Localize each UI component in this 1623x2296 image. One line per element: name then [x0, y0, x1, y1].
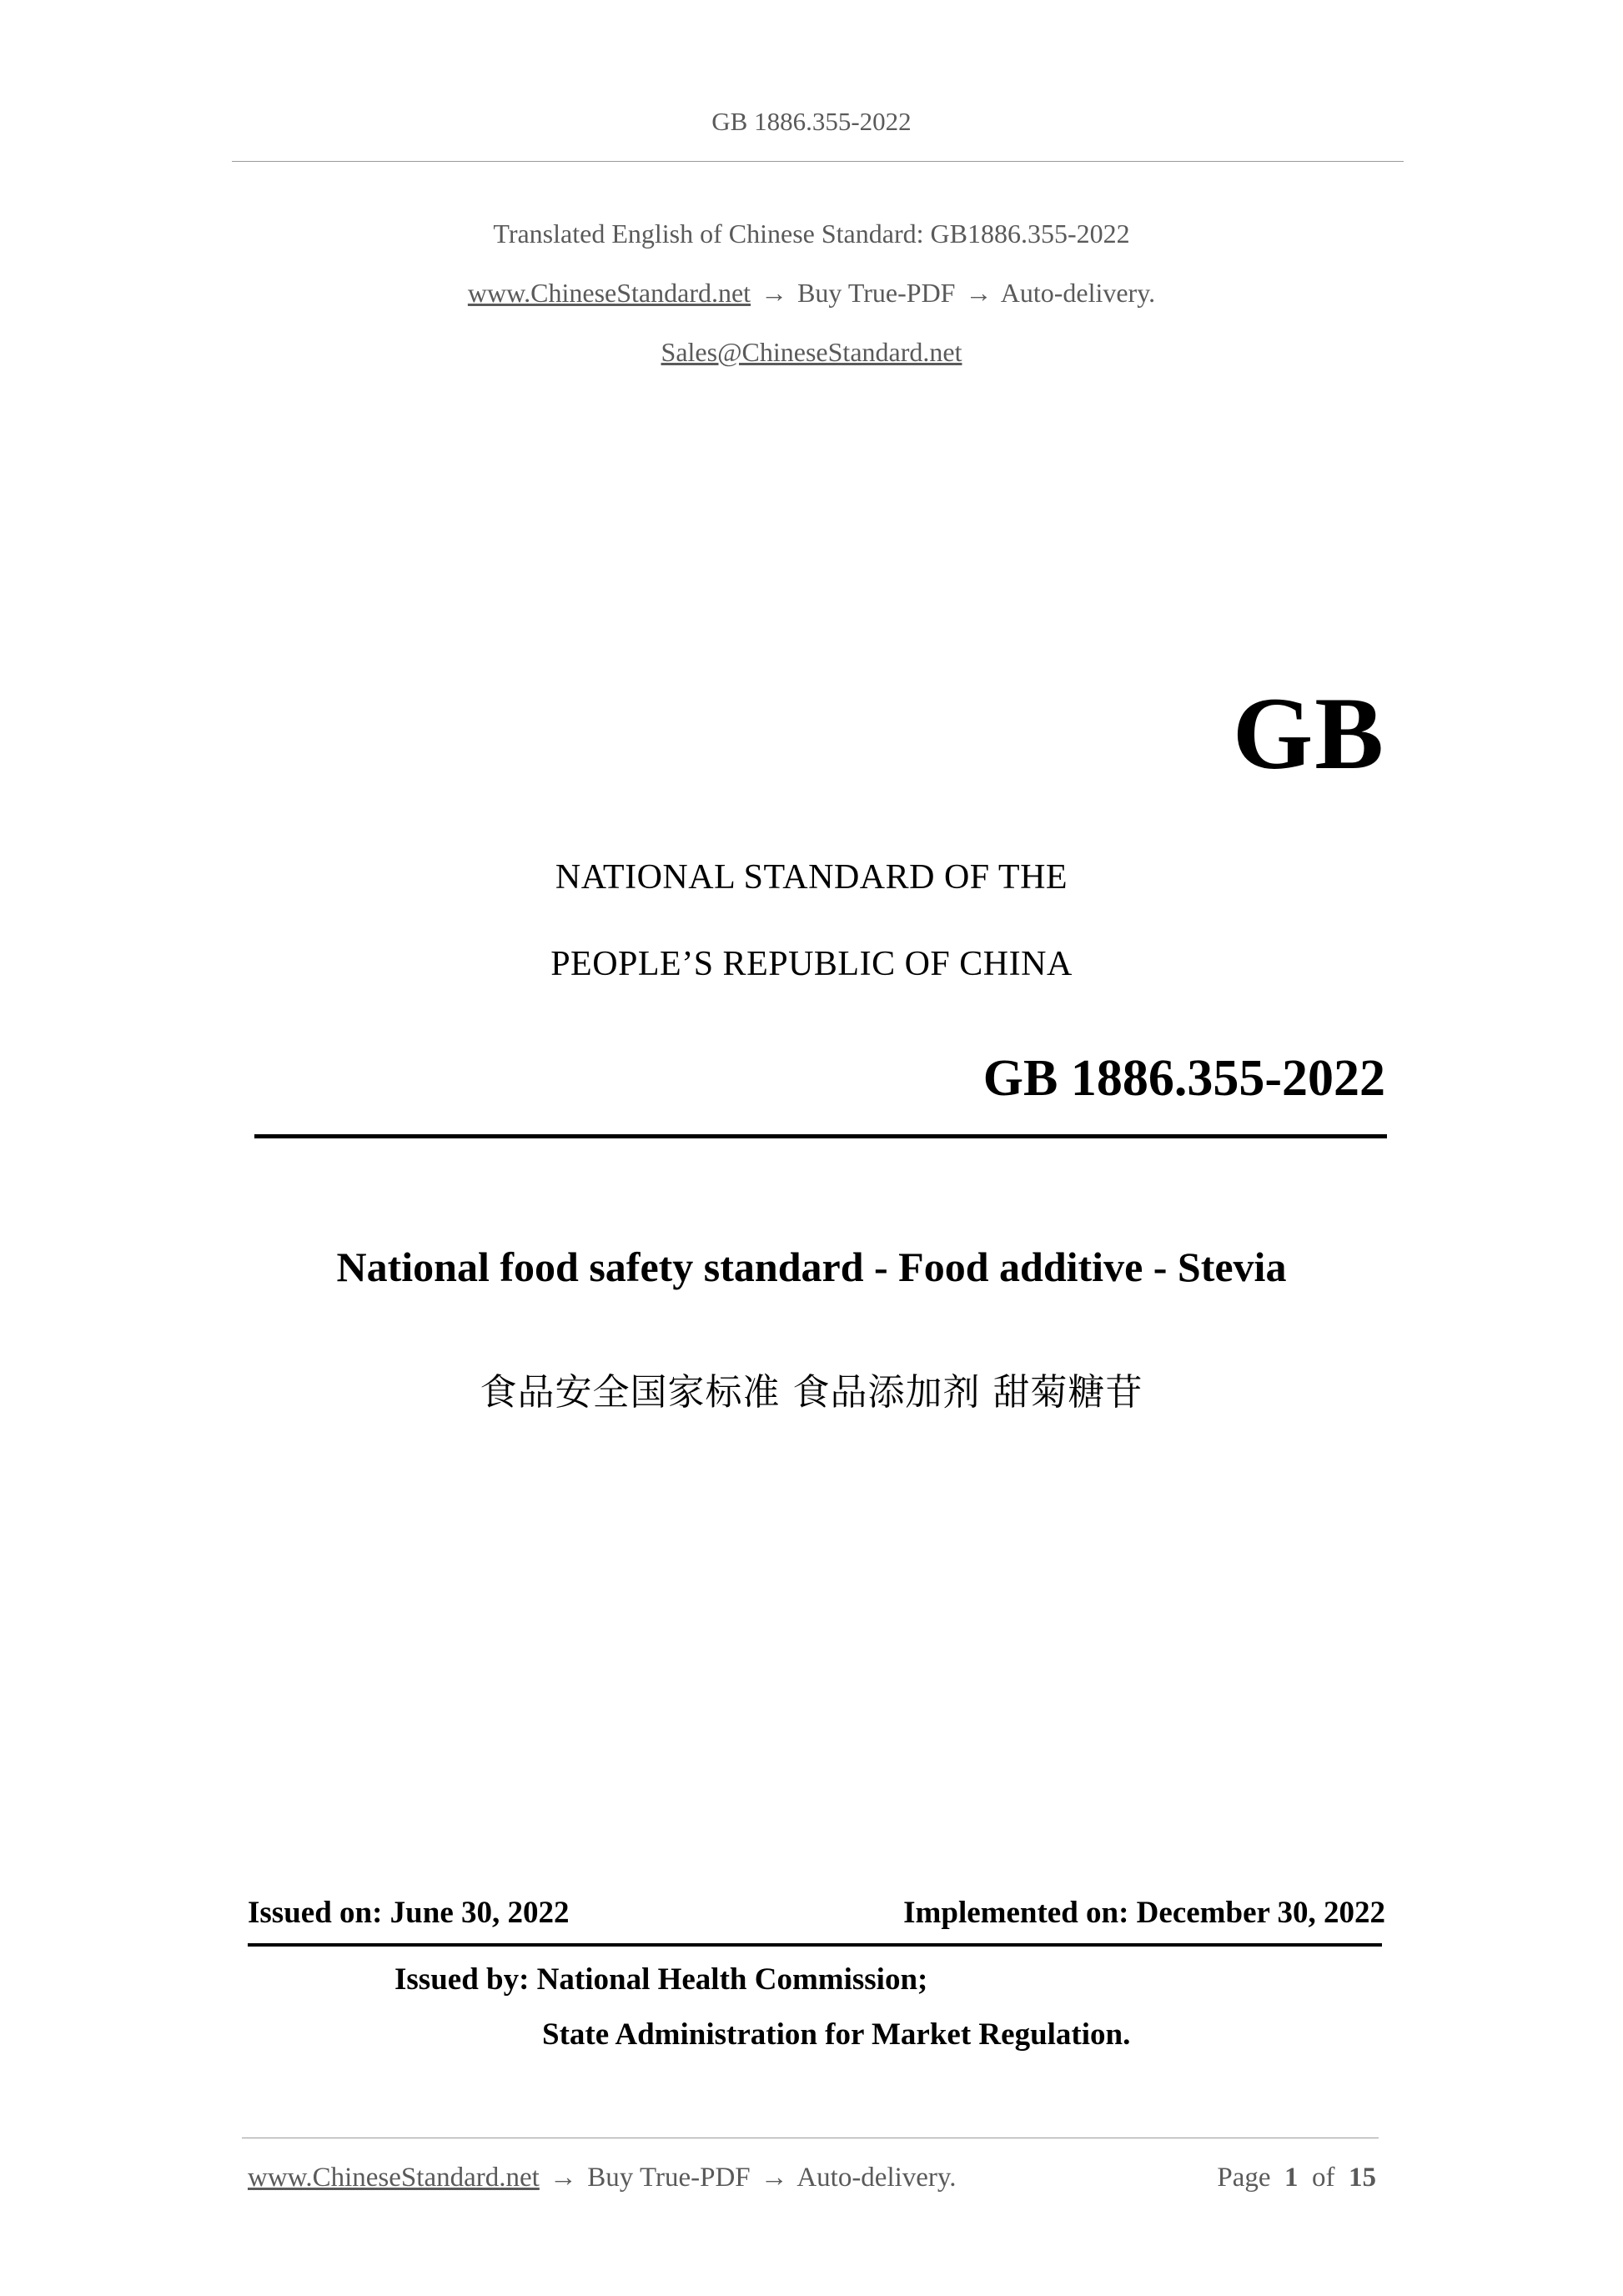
arrow-right-icon: → [965, 278, 992, 308]
buy-true-pdf-text: Buy True-PDF [797, 278, 956, 308]
issued-by-line-1: Issued by: National Health Commission; [394, 1962, 928, 1997]
sales-email-link[interactable]: Sales@ChineseStandard.net [661, 337, 962, 367]
arrow-right-icon: → [550, 2163, 578, 2193]
national-standard-line-2: PEOPLE’S REPUBLIC OF CHINA [550, 945, 1073, 983]
footer-purchase-line [248, 2163, 957, 2193]
arrow-right-icon: → [760, 2163, 788, 2193]
standard-number: GB 1886.355-2022 [982, 1050, 1385, 1107]
english-title: National food safety standard - Food additive - Stevia [336, 1243, 1287, 1290]
issued-by-line-2: State Administration for Market Regulation. [542, 2017, 1131, 2052]
email-line [0, 337, 1623, 368]
footer-site-link[interactable]: www.ChineseStandard.net [248, 2163, 540, 2193]
national-standard-line-1: NATIONAL STANDARD OF THE [555, 858, 1068, 897]
page-current: 1 [1284, 2163, 1299, 2193]
title-divider [254, 1134, 1387, 1138]
translation-notice: Translated English of Chinese Standard: GB1886.355-2022 [493, 219, 1130, 249]
chinese-title: 食品安全国家标准 食品添加剂 甜菊糖苷 [480, 1371, 1143, 1414]
issued-on-date: Issued on: June 30, 2022 [248, 1896, 570, 1930]
running-header: GB 1886.355-2022 [711, 107, 912, 136]
arrow-right-icon: → [761, 278, 788, 308]
page-word: Page [1217, 2163, 1271, 2193]
page-indicator [1217, 2163, 1376, 2193]
auto-delivery-text: Auto-delivery. [1000, 278, 1156, 308]
gb-mark: GB [1232, 676, 1385, 791]
page-total: 15 [1349, 2163, 1376, 2193]
purchase-line [0, 278, 1623, 309]
footer-buy-text: Buy True-PDF [587, 2163, 751, 2193]
implemented-on-date: Implemented on: December 30, 2022 [903, 1896, 1385, 1930]
issuance-divider [248, 1943, 1382, 1947]
footer-delivery-text: Auto-delivery. [796, 2163, 957, 2193]
of-word: of [1312, 2163, 1335, 2193]
site-link[interactable]: www.ChineseStandard.net [467, 278, 751, 308]
header-divider [232, 161, 1404, 162]
